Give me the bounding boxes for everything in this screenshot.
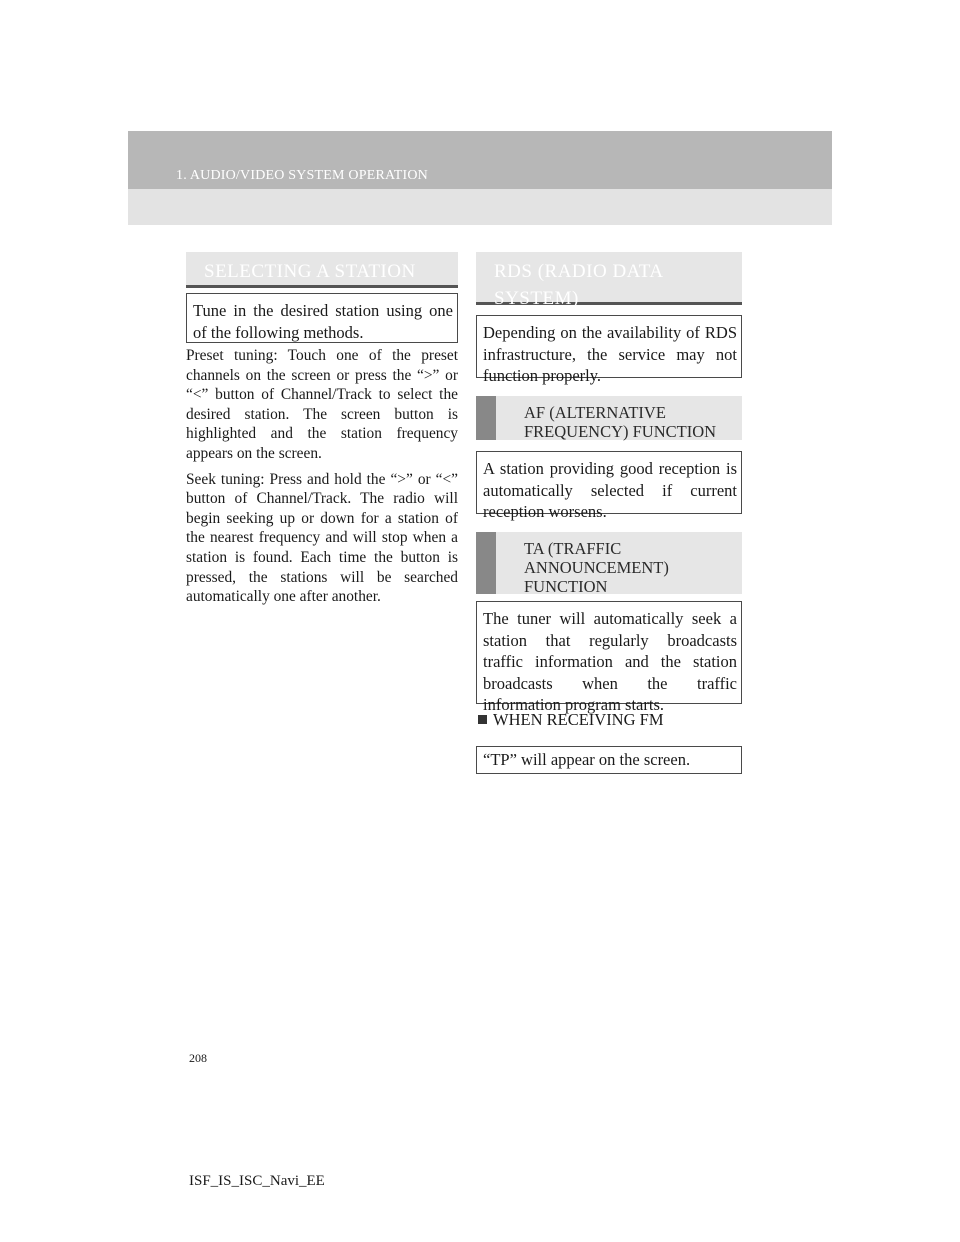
document-code: ISF_IS_ISC_Navi_EE — [189, 1173, 325, 1189]
af-title-text: AF (ALTERNATIVE FREQUENCY) FUNCTION — [524, 403, 717, 441]
ta-title — [476, 532, 742, 594]
ta-title-bar — [476, 532, 496, 594]
header-sub-band — [128, 189, 832, 225]
intro-box: Tune in the desired station using one of the following methods. — [186, 293, 458, 343]
af-title — [476, 396, 742, 440]
fm-heading-text: WHEN RECEIVING FM — [493, 710, 664, 729]
ta-box: The tuner will automatically seek a station that regularly broadcasts traffic information and the station broadcasts when the traffic information program starts. — [476, 601, 742, 704]
ta-title-text: TA (TRAFFIC ANNOUNCEMENT) FUNCTION — [524, 539, 669, 596]
section-title-selecting-station: SELECTING A STATION — [186, 252, 458, 288]
selecting-station-body — [186, 346, 458, 613]
af-title-bar — [476, 396, 496, 440]
page-number: 208 — [189, 1051, 207, 1065]
seek-tuning-paragraph: Seek tuning: Press and hold the “>” or “<” button of Channel/Track. The radio will begin seeking up or down for a station of the nearest frequency and will stop when a station is found. Each time the button is pressed, the stations will be searched automatically one after another. — [186, 470, 458, 606]
chapter-title: 1. AUDIO/VIDEO SYSTEM OPERATION — [176, 168, 428, 183]
section-title-rds: RDS (RADIO DATA SYSTEM) — [476, 252, 742, 305]
af-box: A station providing good reception is automatically selected if current reception worsens. — [476, 451, 742, 514]
preset-tuning-paragraph: Preset tuning: Touch one of the preset channels on the screen or press the “>” or “<” button of Channel/Track to select the desired station. The screen button is highlighted and the station frequency appears on the screen. — [186, 347, 458, 462]
rds-box: Depending on the availability of RDS infrastructure, the service may not function properly. — [476, 315, 742, 378]
bullet-square-icon — [478, 715, 487, 724]
fm-heading — [478, 710, 664, 730]
fm-box: “TP” will appear on the screen. — [476, 746, 742, 774]
